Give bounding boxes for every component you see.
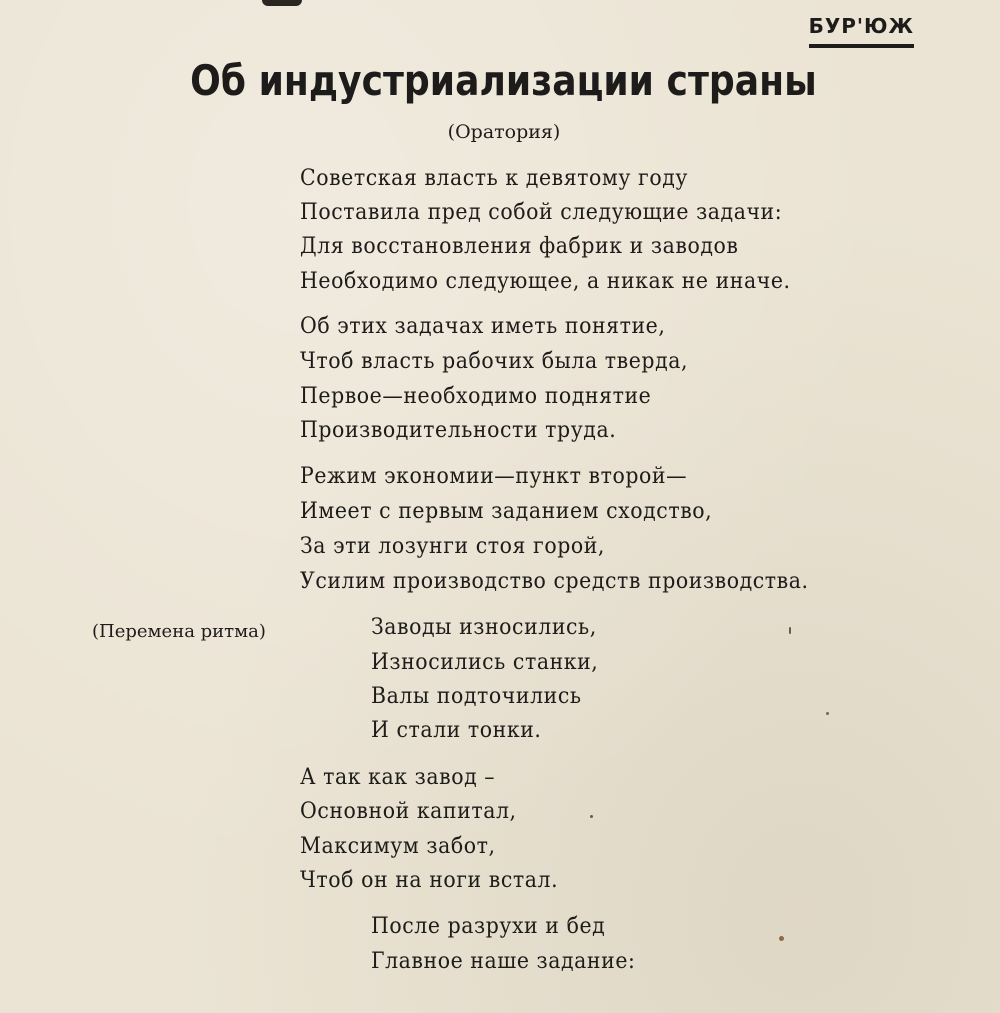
stanza-3-line-4: Усилим производство средств производства. [300,569,809,594]
stage-direction: (Перемена ритма) [92,621,266,642]
stanza-1-line-4: Необходимо следующее, а никак не иначе. [300,269,791,294]
stanza-1-line-1: Советская власть к девятому году [300,166,688,191]
paper-speck [826,712,829,715]
stanza-4-line-2: Износились станки, [371,650,599,675]
stanza-3-line-3: За эти лозунги стоя горой, [300,534,605,559]
paper-speck [779,936,784,941]
stanza-4-line-1: Заводы износились, [371,615,597,640]
paper-speck [789,627,791,634]
stanza-2-line-3: Первое—необходимо поднятие [300,384,652,409]
stanza-2-line-1: Об этих задачах иметь понятие, [300,314,666,339]
stanza-6-line-2: Главное наше задание: [371,949,636,974]
stanza-5-line-3: Максимум забот, [300,834,496,859]
ink-mark [262,0,302,6]
paper-speck [590,815,593,818]
stanza-5-line-1: А так как завод – [300,765,496,790]
stanza-2-line-2: Чтоб власть рабочих была тверда, [300,349,689,374]
stanza-1-line-3: Для восстановления фабрик и заводов [300,234,739,259]
stanza-4-line-4: И стали тонки. [371,718,542,743]
stanza-3-line-2: Имеет с первым заданием сходство, [300,499,713,524]
stanza-3-line-1: Режим экономии—пункт второй— [300,464,688,489]
stanza-5-line-2: Основной капитал, [300,799,517,824]
stanza-2-line-4: Производительности труда. [300,418,617,443]
poem-subtitle: (Оратория) [447,121,561,143]
poem-title: Об индустриализации страны [190,56,817,105]
stanza-6-line-1: После разрухи и бед [371,914,606,939]
stanza-1-line-2: Поставила пред собой следующие задачи: [300,200,783,225]
stanza-4-line-3: Валы подточились [371,684,582,709]
stanza-5-line-4: Чтоб он на ноги встал. [300,868,559,893]
author-name: БУР'ЮЖ [809,14,914,48]
